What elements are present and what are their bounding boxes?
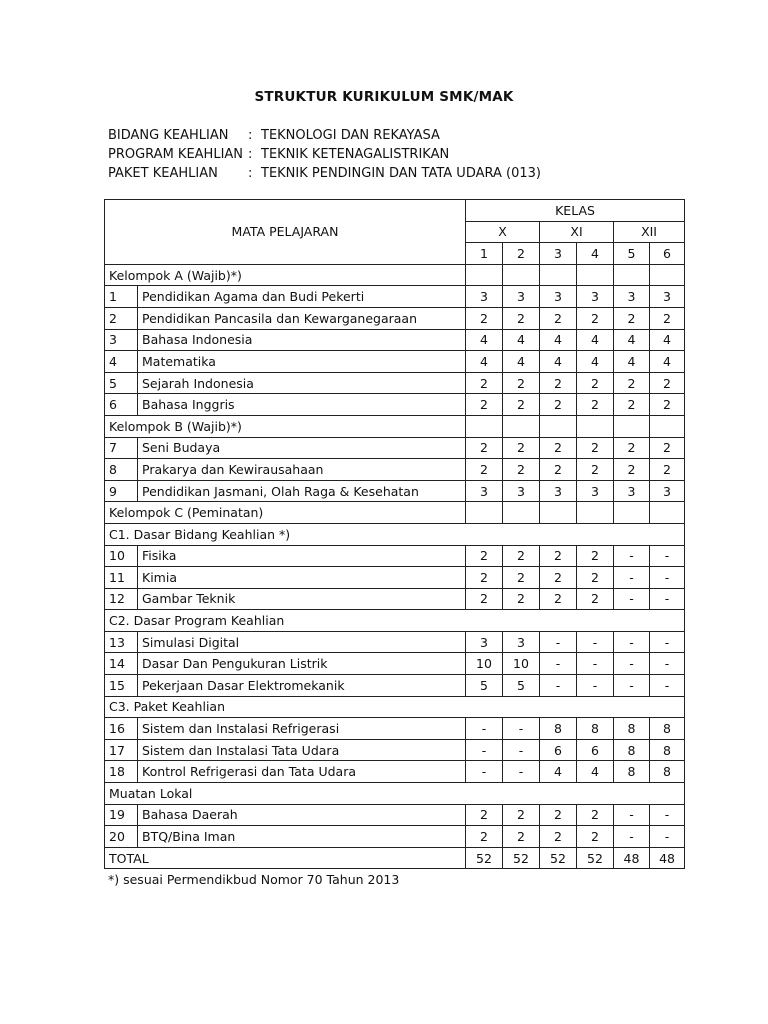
meta-label: PAKET KEAHLIAN <box>108 166 218 181</box>
hours-cell: 4 <box>540 351 577 373</box>
hours-cell: 2 <box>614 307 650 329</box>
hours-cell: 3 <box>650 286 685 308</box>
semester-header: 4 <box>577 243 614 265</box>
row-number: 11 <box>105 567 138 589</box>
hours-cell: - <box>650 675 685 697</box>
header-row-kelas <box>105 200 685 222</box>
table-row <box>105 437 685 459</box>
hours-cell: - <box>614 567 650 589</box>
hours-cell: 2 <box>540 826 577 848</box>
empty-cell <box>650 264 685 286</box>
subject-name: Bahasa Inggris <box>138 394 466 416</box>
empty-cell <box>503 502 540 524</box>
hours-cell: - <box>650 804 685 826</box>
hours-cell: 2 <box>650 372 685 394</box>
hours-cell: 2 <box>650 307 685 329</box>
hours-cell: 2 <box>503 437 540 459</box>
table-row <box>105 588 685 610</box>
meta-label: BIDANG KEAHLIAN <box>108 128 229 143</box>
hours-cell: 8 <box>577 718 614 740</box>
table-row <box>105 329 685 351</box>
hours-cell: - <box>577 653 614 675</box>
meta-value: TEKNOLOGI DAN REKAYASA <box>261 128 440 143</box>
hours-cell: 4 <box>614 351 650 373</box>
hours-cell: - <box>540 653 577 675</box>
hours-cell: 2 <box>503 567 540 589</box>
total-value: 52 <box>503 847 540 869</box>
hours-cell: 2 <box>503 394 540 416</box>
hours-cell: 2 <box>503 826 540 848</box>
empty-cell <box>614 415 650 437</box>
subject-header: MATA PELAJARAN <box>105 200 466 265</box>
hours-cell: - <box>650 631 685 653</box>
hours-cell: 2 <box>503 307 540 329</box>
hours-cell: - <box>614 545 650 567</box>
table-row <box>105 307 685 329</box>
hours-cell: 2 <box>466 588 503 610</box>
row-number: 17 <box>105 739 138 761</box>
hours-cell: 2 <box>614 394 650 416</box>
row-number: 3 <box>105 329 138 351</box>
meta-colon: : <box>248 166 253 181</box>
subject-name: Bahasa Daerah <box>138 804 466 826</box>
subject-name: Kimia <box>138 567 466 589</box>
hours-cell: 2 <box>503 372 540 394</box>
hours-cell: 2 <box>466 567 503 589</box>
subject-name: Fisika <box>138 545 466 567</box>
meta-bidang-keahlian <box>108 126 541 145</box>
section-label: C2. Dasar Program Keahlian <box>105 610 685 632</box>
total-value: 52 <box>540 847 577 869</box>
row-number: 7 <box>105 437 138 459</box>
subject-name: Prakarya dan Kewirausahaan <box>138 459 466 481</box>
semester-header: 5 <box>614 243 650 265</box>
hours-cell: 2 <box>540 588 577 610</box>
hours-cell: - <box>577 631 614 653</box>
hours-cell: 5 <box>466 675 503 697</box>
hours-cell: - <box>540 631 577 653</box>
empty-cell <box>466 264 503 286</box>
hours-cell: 5 <box>503 675 540 697</box>
table-row <box>105 286 685 308</box>
footnote: *) sesuai Permendikbud Nomor 70 Tahun 2013 <box>108 872 400 887</box>
hours-cell: 4 <box>614 329 650 351</box>
hours-cell: 8 <box>540 718 577 740</box>
curriculum-table <box>104 199 685 869</box>
table-row <box>105 739 685 761</box>
section-label: Muatan Lokal <box>105 783 685 805</box>
row-number: 19 <box>105 804 138 826</box>
meta-colon: : <box>248 147 253 162</box>
hours-cell: 2 <box>466 372 503 394</box>
empty-cell <box>503 415 540 437</box>
hours-cell: 2 <box>577 394 614 416</box>
hours-cell: 2 <box>503 545 540 567</box>
hours-cell: - <box>466 739 503 761</box>
subject-name: Sistem dan Instalasi Tata Udara <box>138 739 466 761</box>
empty-cell <box>650 502 685 524</box>
hours-cell: 8 <box>650 739 685 761</box>
group-row <box>105 502 685 524</box>
hours-cell: 4 <box>503 351 540 373</box>
table-row <box>105 675 685 697</box>
total-value: 52 <box>577 847 614 869</box>
hours-cell: - <box>650 567 685 589</box>
hours-cell: 3 <box>614 286 650 308</box>
hours-cell: 2 <box>466 826 503 848</box>
hours-cell: - <box>577 675 614 697</box>
semester-header: 6 <box>650 243 685 265</box>
meta-paket-keahlian <box>108 164 541 183</box>
subject-name: Simulasi Digital <box>138 631 466 653</box>
hours-cell: - <box>503 718 540 740</box>
empty-cell <box>540 264 577 286</box>
row-number: 9 <box>105 480 138 502</box>
hours-cell: 2 <box>577 567 614 589</box>
semester-header: 2 <box>503 243 540 265</box>
subject-name: Gambar Teknik <box>138 588 466 610</box>
group-row <box>105 264 685 286</box>
hours-cell: 2 <box>614 437 650 459</box>
meta-colon: : <box>248 128 253 143</box>
hours-cell: 2 <box>650 394 685 416</box>
hours-cell: - <box>540 675 577 697</box>
subject-name: Pendidikan Agama dan Budi Pekerti <box>138 286 466 308</box>
hours-cell: 2 <box>577 826 614 848</box>
table-row <box>105 761 685 783</box>
hours-cell: 2 <box>650 437 685 459</box>
curriculum-table-body <box>105 264 685 869</box>
hours-cell: 3 <box>466 286 503 308</box>
hours-cell: 2 <box>540 804 577 826</box>
hours-cell: 6 <box>577 739 614 761</box>
row-number: 14 <box>105 653 138 675</box>
subject-name: Sistem dan Instalasi Refrigerasi <box>138 718 466 740</box>
empty-cell <box>577 415 614 437</box>
document-title: STRUKTUR KURIKULUM SMK/MAK <box>254 89 514 105</box>
row-number: 20 <box>105 826 138 848</box>
hours-cell: 2 <box>466 459 503 481</box>
table-row <box>105 653 685 675</box>
subject-name: Kontrol Refrigerasi dan Tata Udara <box>138 761 466 783</box>
hours-cell: 2 <box>577 804 614 826</box>
hours-cell: 4 <box>503 329 540 351</box>
hours-cell: 2 <box>577 588 614 610</box>
hours-cell: 2 <box>577 459 614 481</box>
hours-cell: 3 <box>577 480 614 502</box>
hours-cell: - <box>466 718 503 740</box>
table-row <box>105 826 685 848</box>
subject-name: Dasar Dan Pengukuran Listrik <box>138 653 466 675</box>
empty-cell <box>466 502 503 524</box>
empty-cell <box>577 502 614 524</box>
row-number: 18 <box>105 761 138 783</box>
hours-cell: 4 <box>650 351 685 373</box>
hours-cell: 2 <box>540 437 577 459</box>
table-row <box>105 718 685 740</box>
hours-cell: 3 <box>466 631 503 653</box>
hours-cell: 2 <box>503 459 540 481</box>
hours-cell: 8 <box>614 761 650 783</box>
hours-cell: 2 <box>540 372 577 394</box>
total-label: TOTAL <box>105 847 466 869</box>
hours-cell: 2 <box>466 394 503 416</box>
table-row <box>105 567 685 589</box>
row-number: 1 <box>105 286 138 308</box>
subject-name: BTQ/Bina Iman <box>138 826 466 848</box>
hours-cell: - <box>614 826 650 848</box>
meta-label: PROGRAM KEAHLIAN <box>108 147 244 162</box>
row-number: 12 <box>105 588 138 610</box>
hours-cell: 3 <box>503 286 540 308</box>
row-number: 6 <box>105 394 138 416</box>
section-label: C3. Paket Keahlian <box>105 696 685 718</box>
curriculum-meta <box>108 126 541 183</box>
hours-cell: 2 <box>650 459 685 481</box>
table-row <box>105 631 685 653</box>
hours-cell: 2 <box>577 307 614 329</box>
group-label: Kelompok A (Wajib)*) <box>105 264 466 286</box>
hours-cell: 8 <box>614 718 650 740</box>
subject-name: Pendidikan Jasmani, Olah Raga & Kesehatan <box>138 480 466 502</box>
meta-program-keahlian <box>108 145 541 164</box>
hours-cell: 4 <box>540 761 577 783</box>
subject-name: Matematika <box>138 351 466 373</box>
empty-cell <box>466 415 503 437</box>
kelas-header: KELAS <box>466 200 685 222</box>
hours-cell: - <box>650 653 685 675</box>
hours-cell: 10 <box>503 653 540 675</box>
hours-cell: 4 <box>577 351 614 373</box>
hours-cell: 3 <box>540 286 577 308</box>
table-row <box>105 804 685 826</box>
empty-cell <box>614 264 650 286</box>
hours-cell: 2 <box>540 459 577 481</box>
hours-cell: 4 <box>577 761 614 783</box>
hours-cell: 3 <box>540 480 577 502</box>
semester-header: 3 <box>540 243 577 265</box>
hours-cell: - <box>614 804 650 826</box>
row-number: 8 <box>105 459 138 481</box>
row-number: 5 <box>105 372 138 394</box>
meta-value: TEKNIK KETENAGALISTRIKAN <box>261 147 450 162</box>
hours-cell: 3 <box>503 631 540 653</box>
hours-cell: 3 <box>650 480 685 502</box>
hours-cell: 2 <box>614 372 650 394</box>
hours-cell: 6 <box>540 739 577 761</box>
hours-cell: 4 <box>540 329 577 351</box>
hours-cell: 2 <box>577 437 614 459</box>
total-value: 48 <box>650 847 685 869</box>
hours-cell: 2 <box>503 588 540 610</box>
hours-cell: - <box>466 761 503 783</box>
hours-cell: 3 <box>614 480 650 502</box>
hours-cell: - <box>614 631 650 653</box>
subject-name: Sejarah Indonesia <box>138 372 466 394</box>
empty-cell <box>540 415 577 437</box>
hours-cell: 2 <box>540 394 577 416</box>
hours-cell: 4 <box>650 329 685 351</box>
subject-name: Pekerjaan Dasar Elektromekanik <box>138 675 466 697</box>
grade-header: XI <box>540 221 614 243</box>
hours-cell: - <box>614 675 650 697</box>
table-row <box>105 394 685 416</box>
empty-cell <box>540 502 577 524</box>
hours-cell: 3 <box>466 480 503 502</box>
row-number: 15 <box>105 675 138 697</box>
hours-cell: 4 <box>577 329 614 351</box>
group-label: Kelompok C (Peminatan) <box>105 502 466 524</box>
row-number: 16 <box>105 718 138 740</box>
hours-cell: 2 <box>466 437 503 459</box>
row-number: 2 <box>105 307 138 329</box>
total-value: 48 <box>614 847 650 869</box>
hours-cell: - <box>650 826 685 848</box>
meta-value: TEKNIK PENDINGIN DAN TATA UDARA (013) <box>261 166 541 181</box>
hours-cell: 2 <box>466 804 503 826</box>
hours-cell: 8 <box>614 739 650 761</box>
empty-cell <box>503 264 540 286</box>
hours-cell: - <box>614 588 650 610</box>
hours-cell: - <box>503 739 540 761</box>
row-number: 13 <box>105 631 138 653</box>
hours-cell: 2 <box>577 545 614 567</box>
hours-cell: - <box>650 545 685 567</box>
semester-header: 1 <box>466 243 503 265</box>
hours-cell: - <box>503 761 540 783</box>
table-row <box>105 351 685 373</box>
hours-cell: - <box>650 588 685 610</box>
total-row <box>105 847 685 869</box>
row-number: 10 <box>105 545 138 567</box>
hours-cell: 8 <box>650 718 685 740</box>
empty-cell <box>577 264 614 286</box>
section-row <box>105 783 685 805</box>
section-label: C1. Dasar Bidang Keahlian *) <box>105 523 685 545</box>
hours-cell: 3 <box>503 480 540 502</box>
hours-cell: - <box>614 653 650 675</box>
hours-cell: 2 <box>577 372 614 394</box>
table-row <box>105 480 685 502</box>
empty-cell <box>650 415 685 437</box>
empty-cell <box>614 502 650 524</box>
hours-cell: 4 <box>466 329 503 351</box>
grade-header: XII <box>614 221 685 243</box>
table-row <box>105 459 685 481</box>
subject-name: Pendidikan Pancasila dan Kewarganegaraan <box>138 307 466 329</box>
section-row <box>105 610 685 632</box>
row-number: 4 <box>105 351 138 373</box>
hours-cell: 2 <box>614 459 650 481</box>
subject-name: Bahasa Indonesia <box>138 329 466 351</box>
section-row <box>105 523 685 545</box>
section-row <box>105 696 685 718</box>
grade-header: X <box>466 221 540 243</box>
hours-cell: 10 <box>466 653 503 675</box>
total-value: 52 <box>466 847 503 869</box>
hours-cell: 2 <box>466 307 503 329</box>
hours-cell: 2 <box>540 567 577 589</box>
hours-cell: 8 <box>650 761 685 783</box>
hours-cell: 2 <box>466 545 503 567</box>
table-row <box>105 372 685 394</box>
hours-cell: 2 <box>540 545 577 567</box>
hours-cell: 2 <box>503 804 540 826</box>
group-label: Kelompok B (Wajib)*) <box>105 415 466 437</box>
hours-cell: 3 <box>577 286 614 308</box>
hours-cell: 4 <box>466 351 503 373</box>
table-row <box>105 545 685 567</box>
hours-cell: 2 <box>540 307 577 329</box>
group-row <box>105 415 685 437</box>
subject-name: Seni Budaya <box>138 437 466 459</box>
